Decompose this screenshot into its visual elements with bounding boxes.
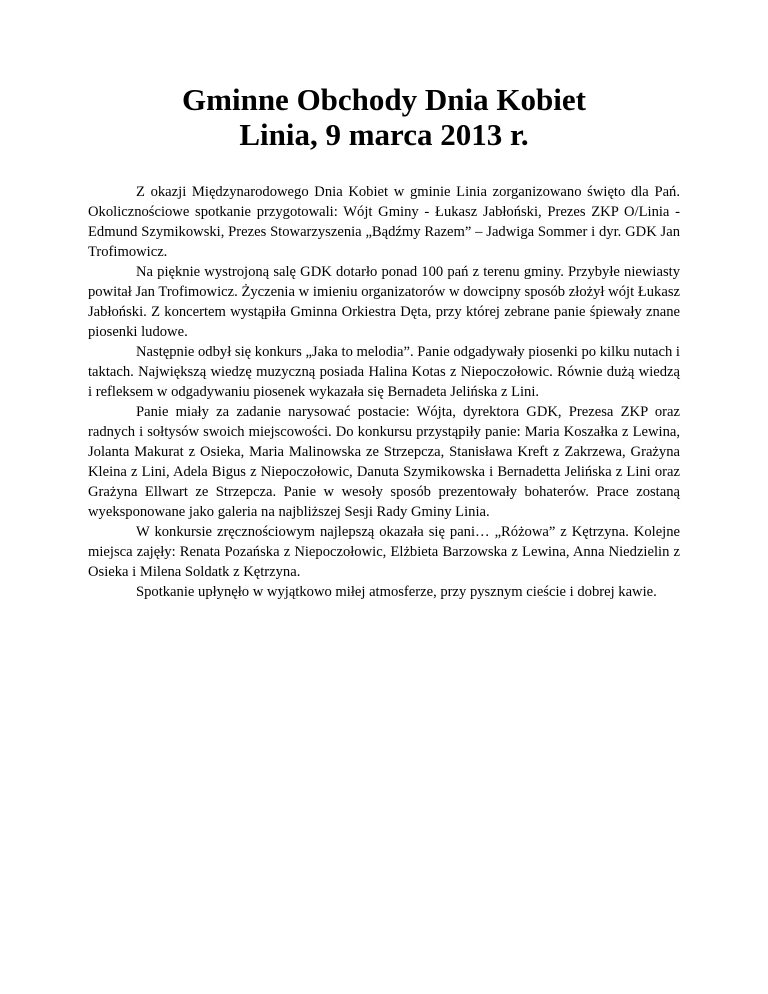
paragraph-opening: Z okazji Międzynarodowego Dnia Kobiet w gminie Linia zorganizowano święto dla Pań. Okolicznościowe spotkanie przygotowali: Wójt Gminy - Łukasz Jabłoński, Prezes ZKP O/Linia - Edmund Szymikowski, Prezes Stowarzyszenia „Bądźmy Razem” – Jadwiga Sommer i dyr. GDK Jan Trofimowicz. [88, 184, 680, 260]
paragraph-melody-contest: Następnie odbył się konkurs „Jaka to melodia”. Panie odgadywały piosenki po kilku nutach i taktach. Największą wiedzę muzyczną posiada Halina Kotas z Niepoczołowic. Równie dużą wiedzą i refleksem w odgadywaniu piosenek wykazała się Bernadeta Jelińska z Lini. [88, 344, 680, 400]
document-body [88, 182, 680, 602]
paragraph-welcome: Na pięknie wystrojoną salę GDK dotarło ponad 100 pań z terenu gminy. Przybyłe niewiasty powitał Jan Trofimowicz. Życzenia w imieniu organizatorów w dowcipny sposób złożył wójt Łukasz Jabłoński. Z koncertem wystąpiła Gminna Orkiestra Dęta, przy której zebrane panie śpiewały znane piosenki ludowe. [88, 264, 680, 340]
paragraph-drawing-contest: Panie miały za zadanie narysować postacie: Wójta, dyrektora GDK, Prezesa ZKP oraz radnych i sołtysów swoich miejscowości. Do konkursu przystąpiły panie: Maria Koszałka z Lewina, Jolanta Makurat z Osieka, Maria Malinowska ze Strzepcza, Stanisława Kreft z Zakrzewa, Grażyna Kleina z Lini, Adela Bigus z Niepoczołowic, Danuta Szymikowska i Bernadetta Jelińska z Lini oraz Grażyna Ellwart ze Strzepcza. Panie w wesoły sposób prezentowały bohaterów. Prace zostaną wyeksponowane jako galeria na najbliższej Sesji Rady Gminy Linia. [88, 404, 680, 520]
title-line-2: Linia, 9 marca 2013 r. [239, 117, 529, 152]
paragraph-dexterity-contest: W konkursie zręcznościowym najlepszą okazała się pani… „Różowa” z Kętrzyna. Kolejne miejsca zajęły: Renata Pozańska z Niepoczołowic, Elżbieta Barzowska z Lewina, Anna Niedzielin z Osieka i Milena Soldatk z Kętrzyna. [88, 524, 680, 580]
paragraph-closing: Spotkanie upłynęło w wyjątkowo miłej atmosferze, przy pysznym cieście i dobrej kawie. [136, 584, 657, 600]
title-line-1: Gminne Obchody Dnia Kobiet [182, 82, 586, 117]
document-title [0, 82, 768, 152]
